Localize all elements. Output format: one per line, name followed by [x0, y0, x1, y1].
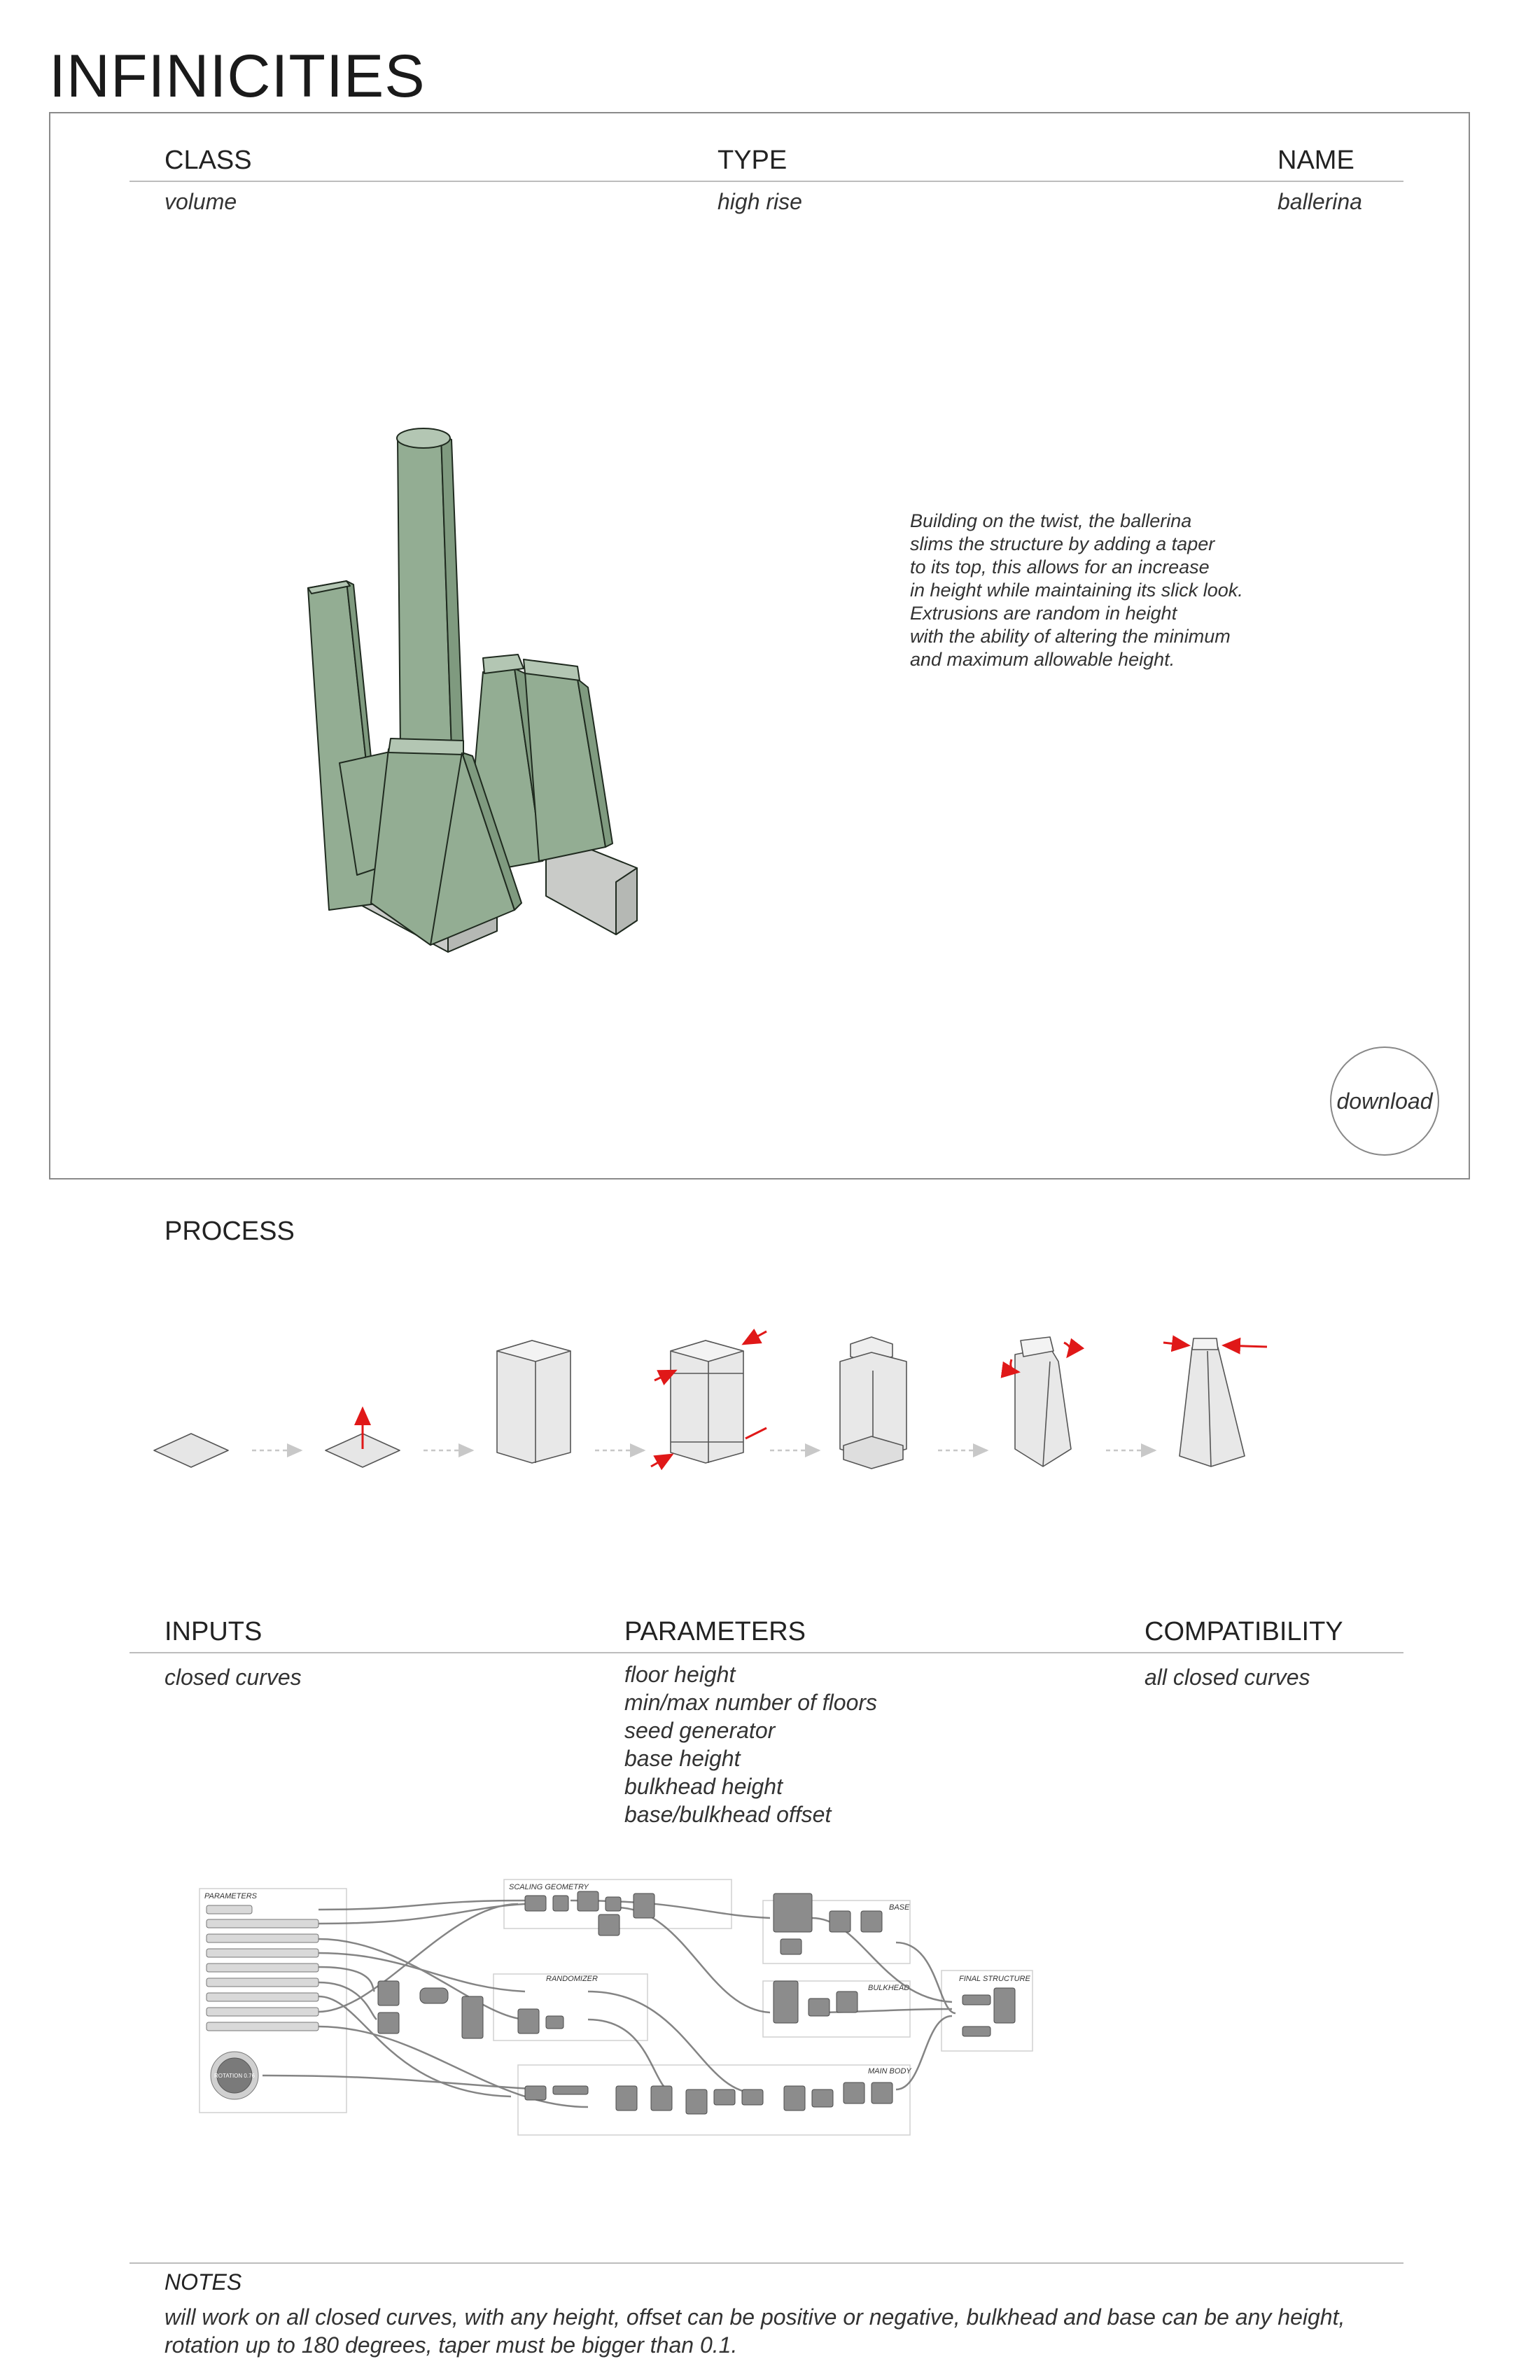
description-line: to its top, this allows for an increase: [910, 556, 1210, 578]
process-step-base-bulkhead: [840, 1337, 906, 1469]
process-step-taper: [1163, 1338, 1267, 1466]
gh-node: [598, 1914, 620, 1935]
gh-node: [686, 2090, 707, 2114]
parameter-item: min/max number of floors: [624, 1690, 878, 1715]
gh-node: [784, 2086, 805, 2110]
name-value: ballerina: [1278, 189, 1362, 214]
inputs-value: closed curves: [164, 1665, 302, 1690]
gh-node: [378, 1981, 399, 2005]
gh-node: [616, 2086, 637, 2110]
gh-node: [962, 1995, 990, 2005]
parameter-item: seed generator: [624, 1718, 776, 1743]
grasshopper-definition: [196, 1876, 1050, 2142]
param-slider: [206, 1905, 252, 1914]
parameter-item: floor height: [624, 1662, 736, 1687]
parameters-group-label: PARAMETERS: [204, 1892, 257, 1900]
notes-divider: [130, 2262, 1404, 2264]
description-line: Building on the twist, the ballerina: [910, 510, 1192, 531]
param-slider: [206, 1963, 318, 1972]
gh-node: [651, 2086, 672, 2110]
class-header: CLASS: [164, 146, 252, 175]
process-step-box: [497, 1340, 570, 1463]
scaling-group-label: SCALING GEOMETRY: [509, 1883, 589, 1891]
ballerina-building-render: [280, 413, 672, 1015]
name-header: NAME: [1278, 146, 1354, 175]
base-group-label: BASE: [889, 1903, 910, 1912]
parameters-list: [624, 1660, 877, 1828]
description-line: Extrusions are random in height: [910, 603, 1177, 624]
param-slider: [206, 2008, 318, 2016]
gh-node: [553, 2086, 588, 2094]
gh-node: [812, 2090, 833, 2107]
parameter-item: base height: [624, 1746, 741, 1771]
process-step-curve: [154, 1434, 228, 1467]
gh-node: [525, 1896, 546, 1911]
compatibility-value: all closed curves: [1144, 1665, 1310, 1690]
gh-node: [742, 2090, 763, 2105]
param-slider: [206, 1978, 318, 1987]
gh-node: [606, 1897, 621, 1911]
class-value: volume: [164, 189, 237, 214]
param-slider: [206, 1993, 318, 2001]
param-slider: [206, 2022, 318, 2031]
randomizer-group-label: RANDOMIZER: [546, 1975, 598, 1983]
final-structure-group-label: FINAL STRUCTURE: [959, 1975, 1030, 1983]
io-divider: [130, 1652, 1404, 1653]
param-slider: [206, 1934, 318, 1942]
type-header: TYPE: [718, 146, 788, 175]
description-line: in height while maintaining its slick look.: [910, 580, 1243, 601]
gh-node: [546, 2016, 564, 2029]
header-divider: [130, 181, 1404, 182]
page-title: INFINICITIES: [49, 43, 426, 110]
bulkhead-group-label: BULKHEAD: [868, 1984, 910, 1992]
gh-node: [830, 1911, 850, 1932]
notes-heading: NOTES: [164, 2269, 242, 2295]
notes-text: will work on all closed curves, with any height, offset can be positive or negative, bulkhead and base can be any height, rotation up to 180 degrees, taper must be bigger than 0.1.: [164, 2304, 1345, 2358]
gh-node: [420, 1988, 448, 2003]
parameters-heading: PARAMETERS: [624, 1617, 806, 1646]
gh-node: [861, 1911, 882, 1932]
gh-node: [578, 1891, 598, 1911]
download-button[interactable]: download: [1330, 1046, 1439, 1156]
gh-node: [462, 1996, 483, 2038]
type-value: high rise: [718, 189, 802, 214]
description-line: with the ability of altering the minimum: [910, 626, 1231, 647]
main-body-group-label: MAIN BODY: [868, 2067, 911, 2076]
parameter-item: bulkhead height: [624, 1774, 783, 1799]
compatibility-heading: COMPATIBILITY: [1144, 1617, 1343, 1646]
gh-node: [634, 1893, 654, 1918]
param-slider: [206, 1919, 318, 1928]
gh-node: [872, 2082, 892, 2104]
gh-node: [525, 2086, 546, 2100]
gh-node: [962, 2026, 990, 2036]
gh-node: [518, 2009, 539, 2033]
process-heading: PROCESS: [164, 1217, 295, 1246]
gh-node: [808, 1998, 830, 2016]
inputs-heading: INPUTS: [164, 1617, 262, 1646]
gh-node: [774, 1893, 812, 1932]
gh-node: [378, 2012, 399, 2033]
gh-node: [714, 2090, 735, 2105]
process-step-extrude: [326, 1408, 400, 1467]
project-description: [910, 510, 1302, 671]
parameter-item: base/bulkhead offset: [624, 1802, 832, 1827]
description-line: and maximum allowable height.: [910, 649, 1175, 670]
rotation-dial-label: ROTATION 0.76: [214, 2073, 255, 2079]
gh-node: [836, 1991, 858, 2012]
gh-node: [774, 1981, 798, 2023]
process-diagram: [140, 1323, 1288, 1491]
process-step-scale: [651, 1331, 766, 1466]
description-line: slims the structure by adding a taper: [910, 533, 1215, 554]
param-slider: [206, 1949, 318, 1957]
gh-node: [553, 1896, 568, 1911]
gh-node: [780, 1939, 802, 1954]
process-step-twist: [1011, 1337, 1071, 1466]
gh-node: [994, 1988, 1015, 2023]
rotation-dial: [211, 2052, 258, 2099]
gh-node: [844, 2082, 864, 2104]
